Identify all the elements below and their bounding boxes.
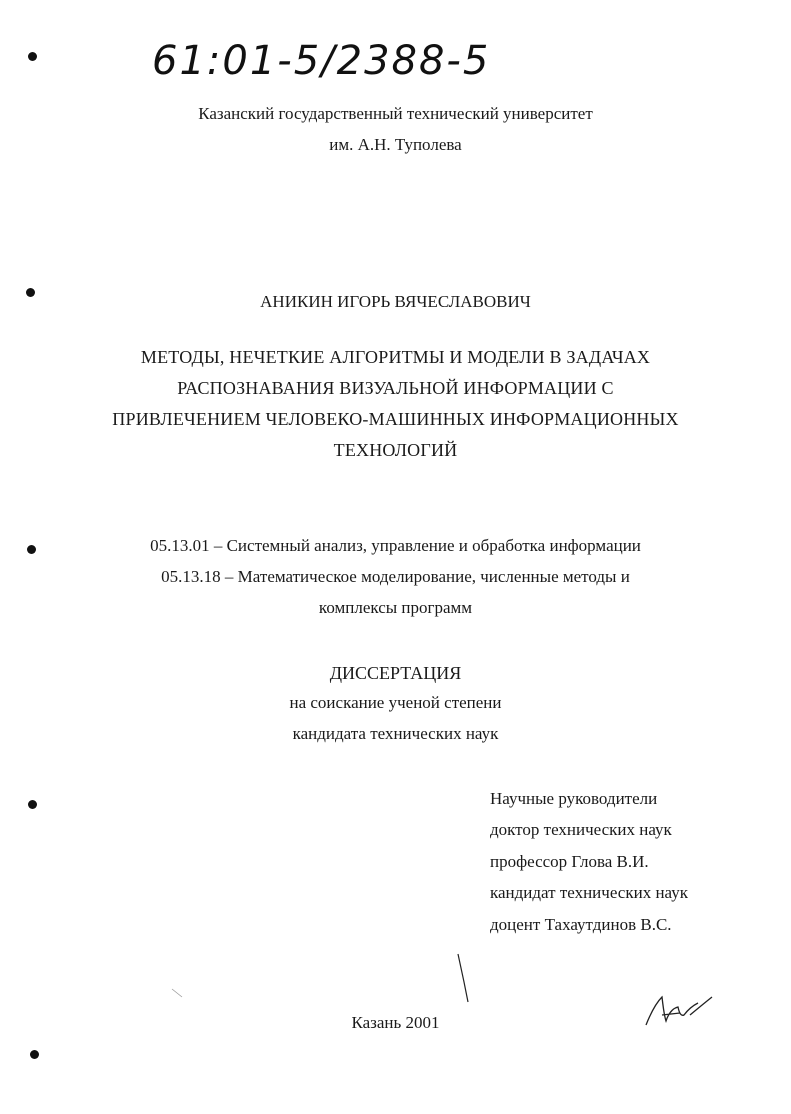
- specialty-line: комплексы программ: [318, 598, 473, 617]
- university-name: Казанский государственный технический университет: [198, 104, 593, 123]
- title-line: МЕТОДЫ, НЕЧЕТКИЕ АЛГОРИТМЫ И МОДЕЛИ В ЗАДАЧАХ: [140, 347, 651, 367]
- advisor-line: доктор технических наук: [490, 820, 672, 839]
- handwritten-registration-number: 61:01-5/2388-5: [152, 38, 491, 84]
- scan-speck: [170, 985, 190, 1001]
- binder-mark: [27, 545, 36, 554]
- advisor-line: доцент Тахаутдинов В.С.: [490, 915, 672, 934]
- title-line: РАСПОЗНАВАНИЯ ВИЗУАЛЬНОЙ ИНФОРМАЦИИ С: [177, 378, 614, 398]
- dissertation-title: [0, 342, 791, 466]
- advisor-line: профессор Глова В.И.: [490, 852, 649, 871]
- title-line: ПРИВЛЕЧЕНИЕМ ЧЕЛОВЕКО-МАШИННЫХ ИНФОРМАЦИОННЫХ: [112, 409, 679, 429]
- university-honorific: им. А.Н. Туполева: [329, 135, 462, 154]
- document-type-label: ДИССЕРТАЦИЯ: [329, 663, 462, 683]
- author-name: АНИКИН ИГОРЬ ВЯЧЕСЛАВОВИЧ: [260, 292, 531, 311]
- specialty-line: 05.13.18 – Математическое моделирование, численные методы и: [161, 567, 630, 586]
- title-line: ТЕХНОЛОГИЙ: [333, 440, 458, 460]
- advisor-line: кандидат технических наук: [490, 883, 688, 902]
- signature: [640, 985, 720, 1035]
- pen-stroke: [440, 950, 480, 1010]
- binder-mark: [28, 800, 37, 809]
- binder-mark: [30, 1050, 39, 1059]
- degree-line: на соискание ученой степени: [289, 693, 502, 712]
- advisor-line: Научные руководители: [490, 789, 658, 808]
- binder-mark: [28, 52, 37, 61]
- specialty-line: 05.13.01 – Системный анализ, управление и обработка информации: [150, 536, 641, 555]
- degree-line: кандидата технических наук: [292, 724, 499, 743]
- place-and-year: Казань 2001: [351, 1013, 440, 1032]
- binder-mark: [26, 288, 35, 297]
